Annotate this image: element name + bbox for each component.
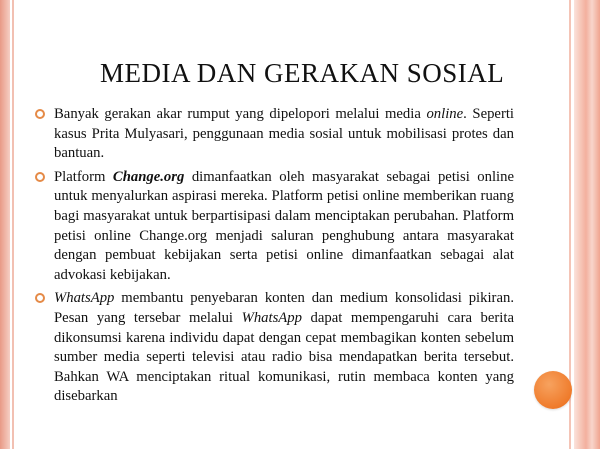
- bullet-text: Platform: [54, 168, 113, 185]
- bullet-item-3: [33, 289, 514, 407]
- left-border-line: [12, 0, 14, 449]
- bullet-italic-text: WhatsApp: [54, 290, 115, 307]
- bullet-circle-icon: [35, 293, 45, 303]
- left-border-decoration: [0, 0, 10, 449]
- bullet-item-1: [33, 105, 514, 164]
- bullet-italic-text: WhatsApp: [241, 309, 302, 326]
- bullet-text: . Seperti kasus Prita Mulyasari, penggunaan media sosial untuk mobilisasi protes dan bantuan.: [54, 106, 514, 162]
- right-border-decoration: [574, 0, 600, 449]
- bullet-text: membantu penyebaran konten dan medium konsolidasi pikiran. Pesan yang tersebar melalui: [54, 290, 514, 326]
- bullet-bold-italic-text: Change.org: [112, 168, 185, 185]
- bullet-item-2: [33, 168, 514, 286]
- slide-content: [33, 105, 514, 411]
- slide-title: MEDIA DAN GERAKAN SOSIAL: [100, 58, 505, 88]
- bullet-italic-text: online: [426, 106, 464, 122]
- bullet-circle-icon: [35, 109, 45, 119]
- bullet-text: dimanfaatkan oleh masyarakat sebagai petisi online untuk menyalurkan aspirasi mereka. Platform petisi online memberikan ruang bagi masyarakat untuk berpartisipasi dalam menciptakan perubahan. Platform petisi online Change.org menjadi saluran penghubung antara masyarakat dengan pembuat kebijakan serta petisi online dimanfaatkan sebagai alat advokasi kebijakan.: [54, 168, 514, 283]
- bullet-text: Banyak gerakan akar rumput yang dipelopori melalui media: [54, 106, 427, 122]
- bullet-circle-icon: [35, 172, 45, 182]
- orange-circle-decoration: [534, 371, 572, 409]
- bullet-text: dapat mempengaruhi cara berita dikonsumsi karena individu dapat dengan cepat membagikan konten sebelum sumber media seperti televisi atau radio bisa mendapatkan berita tersebut. Bahkan WA menciptakan ritual komunikasi, rutin membaca konten yang disebarkan: [54, 309, 514, 405]
